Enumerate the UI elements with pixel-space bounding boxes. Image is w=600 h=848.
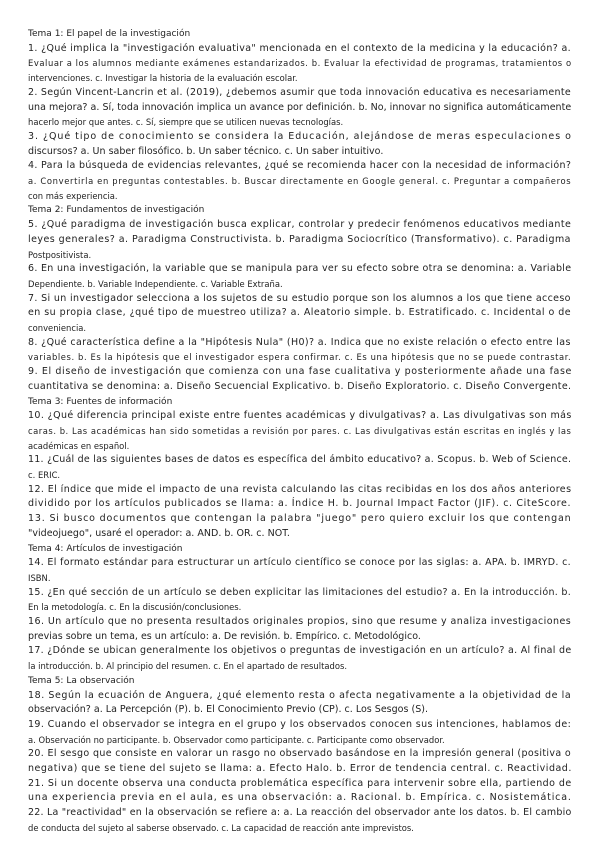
answer-line: ISBN. xyxy=(28,572,51,583)
question-line: 22. La "reactividad" en la observación se refiere a: a. La reacción del observador ante los datos. b. El cambio xyxy=(28,807,572,819)
answer-line: Dependiente. b. Variable Independiente. c. Variable Extraña. xyxy=(28,278,283,289)
question-line: "videojuego", usaré el operador: a. AND. b. OR. c. NOT. xyxy=(28,527,290,539)
question-line: 8. ¿Qué característica define a la "Hipótesis Nula" (H0)? a. Indica que no existe relación o efecto entre las xyxy=(28,336,571,348)
question-line: 5. ¿Qué paradigma de investigación busca explicar, controlar y predecir fenómenos educativos mediante xyxy=(28,219,572,231)
answer-line: c. ERIC. xyxy=(28,470,61,480)
question-line: 15. ¿En qué sección de un artículo se deben explicitar las limitaciones del estudio? a. En la introducción. b. xyxy=(28,586,572,598)
section-heading: Tema 4: Artículos de investigación xyxy=(28,543,183,554)
question-line: 17. ¿Dónde se ubican generalmente los objetivos o preguntas de investigación en un artículo? a. Al final de xyxy=(28,645,572,657)
question-line: discursos? a. Un saber filosófico. b. Un saber técnico. c. Un saber intuitivo. xyxy=(28,145,384,157)
answer-line: hacerlo mejor que antes. c. Sí, siempre que se utilicen nuevas tecnologías. xyxy=(28,117,344,128)
question-line: 14. El formato estándar para estructurar un artículo científico se conoce por las siglas: a. APA. b. IMRYD. c. xyxy=(28,557,571,569)
answer-line: académicas en español. xyxy=(28,440,130,451)
answer-line: variables. b. Es la hipótesis que el investigador espera confirmar. c. Es una hipótesis que no se puede contrastar. xyxy=(28,352,572,363)
question-line: 7. Si un investigador selecciona a los sujetos de su estudio porque son los alumnos a los que tiene acceso xyxy=(28,292,571,304)
section-heading: Tema 5: La observación xyxy=(28,675,135,686)
question-line: 10. ¿Qué diferencia principal existe entre fuentes académicas y divulgativas? a. Las divulgativas son más xyxy=(28,410,572,422)
question-line: leyes generales? a. Paradigma Constructivista. b. Paradigma Sociocrítico (Transformativo). c. Paradigma xyxy=(28,233,571,245)
section-heading: Tema 2: Fundamentos de investigación xyxy=(28,205,205,216)
answer-line: conveniencia. xyxy=(28,323,87,333)
question-line: 1. ¿Qué implica la "investigación evaluativa" mencionada en el contexto de la medicina y la educación? a. xyxy=(28,42,571,54)
question-line: 11. ¿Cuál de las siguientes bases de datos es específica del ámbito educativo? a. Scopus. b. Web of Science. xyxy=(28,454,572,466)
section-heading: Tema 1: El papel de la investigación xyxy=(28,29,191,39)
question-line: 19. Cuando el observador se integra en el grupo y los observados conocen sus intenciones, hablamos de: xyxy=(28,718,572,730)
answer-line: caras. b. Las académicas han sido sometidas a revisión por pares. c. Las divulgativas están escritas en inglés y las xyxy=(28,425,572,436)
section-heading: Tema 3: Fuentes de información xyxy=(28,396,173,407)
question-line: 9. El diseño de investigación que comienza con una fase cualitativa y posteriormente añade una fase xyxy=(28,366,572,378)
question-line: cuantitativa se denomina: a. Diseño Secuencial Explicativo. b. Diseño Exploratorio. c. Diseño Convergente. xyxy=(28,380,572,392)
answer-line: Postpositivista. xyxy=(28,249,92,260)
answer-line: de conducta del sujeto al saberse observado. c. La capacidad de reacción ante imprevistos. xyxy=(28,822,414,833)
question-line: 6. En una investigación, la variable que se manipula para ver su efecto sobre otra se denomina: a. Variable xyxy=(28,263,572,275)
answer-line: En la metodología. c. En la discusión/conclusiones. xyxy=(28,602,242,613)
question-line: en su propia clase, ¿qué tipo de muestreo utiliza? a. Aleatorio simple. b. Estratificado. c. Incidental o de xyxy=(28,307,571,319)
question-line: 2. Según Vincent-Lancrin et al. (2019), ¿debemos asumir que toda innovación educativa es necesariamente xyxy=(28,86,571,98)
question-line: negativa) que se tiene del sujeto se llama: a. Efecto Halo. b. Error de tendencia central. c. Reactividad. xyxy=(28,763,572,774)
question-line: 12. El índice que mide el impacto de una revista calculando las citas recibidas en los dos años anteriores xyxy=(28,483,572,495)
question-line: una experiencia previa en el aula, es una observación: a. Racional. b. Empírica. c. Nosistemática. xyxy=(28,792,572,804)
answer-line: a. Observación no participante. b. Observador como participante. c. Participante como observador. xyxy=(28,734,445,745)
answer-line: la introducción. b. Al principio del resumen. c. En el apartado de resultados. xyxy=(28,661,348,672)
answer-line: Evaluar a los alumnos mediante exámenes estandarizados. b. Evaluar la efectividad de programas, tratamientos o xyxy=(28,58,572,69)
question-line: 18. Según la ecuación de Anguera, ¿qué elemento resta o afecta negativamente a la objetividad de la xyxy=(28,689,572,701)
question-line: 4. Para la búsqueda de evidencias relevantes, ¿qué se recomienda hacer con la necesidad de información? xyxy=(28,160,572,172)
question-line: 20. El sesgo que consiste en valorar un rasgo no observado basándose en la impresión general (positiva o xyxy=(28,748,572,760)
question-line: dividido por los artículos publicados se llama: a. Índice H. b. Journal Impact Factor (JIF). c. CiteScore. xyxy=(28,498,572,510)
answer-line: a. Convertirla en preguntas contestables. b. Buscar directamente en Google general. c. Preguntar a compañeros xyxy=(28,176,572,186)
question-line: previas sobre un tema, es un artículo: a. De revisión. b. Empírico. c. Metodológico. xyxy=(28,630,421,642)
question-line: 21. Si un docente observa una conducta problemática específica para intervenir sobre ella, partiendo de xyxy=(28,777,572,789)
question-line: 3. ¿Qué tipo de conocimiento se considera la Educación, alejándose de meras especulaciones o xyxy=(28,130,572,142)
question-line: observación? a. La Percepción (P). b. El Conocimiento Previo (CP). c. Los Sesgos (S). xyxy=(28,704,428,716)
question-line: 16. Un artículo que no presenta resultados originales propios, sino que resume y analiza investigaciones xyxy=(28,616,572,627)
answer-line: con más experiencia. xyxy=(28,190,118,201)
answer-line: intervenciones. c. Investigar la historia de la evaluación escolar. xyxy=(28,73,298,84)
question-line: 13. Si busco documentos que contengan la palabra "juego" pero quiero excluir los que contengan xyxy=(28,513,572,525)
question-line: una mejora? a. Sí, toda innovación implica un avance por definición. b. No, innovar no significa automáticamente xyxy=(28,101,572,113)
